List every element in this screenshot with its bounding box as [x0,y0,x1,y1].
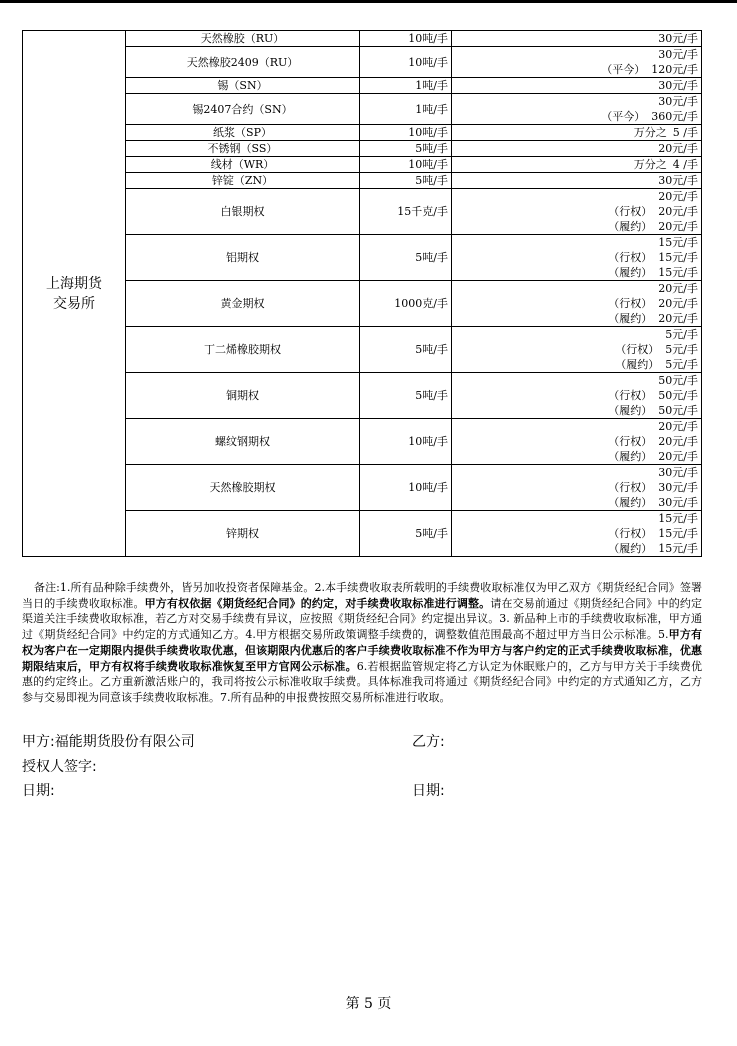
fee-value: 20元/手 [658,205,698,218]
fee-line [455,541,698,556]
product-cell: 锡2407合约（SN） [126,94,360,125]
unit-cell: 10吨/手 [360,47,452,78]
party-b-date-label: 日期: [412,783,445,799]
unit-cell: 10吨/手 [360,125,452,141]
product-cell: 白银期权 [126,189,360,235]
fee-cell [452,235,702,281]
unit-cell: 1000克/手 [360,281,452,327]
fee-line [455,526,698,541]
unit-cell: 10吨/手 [360,157,452,173]
fee-value: 30元/手 [658,95,698,108]
fee-value: 30元/手 [658,32,698,45]
fee-line [455,157,698,172]
product-cell: 天然橡胶（RU） [126,31,360,47]
fee-line [455,449,698,464]
unit-cell: 5吨/手 [360,373,452,419]
fee-cell [452,373,702,419]
page-number: 第 5 页 [345,996,392,1012]
fee-cell [452,94,702,125]
fee-prefix: （行权） [608,435,653,448]
party-a-label: 甲方:福能期货股份有限公司 [22,734,195,750]
fee-value: 15元/手 [658,251,698,264]
note-segment: 请在交易前通过《期货经纪合同》中的约定渠道关注手续费收取标准，若乙方对交易手续费有异议，应按照《期货经纪合同》约定提出异议。3. 新品种上市的手续费收取标准，甲方通过《期货经纪合同》中约定的方式通知乙方。4.甲方根据交易所政策调整手续费的，调整数值范围最高不超过甲方当日公示标准。5. [22,596,703,642]
fee-value: 15元/手 [658,542,698,555]
fee-prefix: （平今） [601,63,646,76]
fee-line [455,403,698,418]
product-cell: 纸浆（SP） [126,125,360,141]
fee-line [455,204,698,219]
fee-value: 30元/手 [658,481,698,494]
fee-value: 30元/手 [658,496,698,509]
fee-value: 5元/手 [665,328,698,341]
fee-cell [452,78,702,94]
fee-prefix: （行权） [608,205,653,218]
fee-value: 30元/手 [658,48,698,61]
fee-value: 50元/手 [658,404,698,417]
product-cell: 铝期权 [126,235,360,281]
fee-prefix: （履约） [608,496,653,509]
fee-cell [452,327,702,373]
fee-prefix: （履约） [608,450,653,463]
fee-line [455,94,698,109]
unit-cell: 5吨/手 [360,141,452,157]
fee-value: 4 /手 [672,158,698,171]
product-cell: 锌期权 [126,511,360,557]
fee-line [455,480,698,495]
fee-line [455,189,698,204]
product-cell: 不锈钢（SS） [126,141,360,157]
fee-line [455,342,698,357]
fee-line [455,235,698,250]
fee-value: 50元/手 [658,374,698,387]
fee-prefix: （行权） [608,527,653,540]
fee-value: 30元/手 [658,174,698,187]
fee-value: 20元/手 [658,312,698,325]
product-cell: 天然橡胶2409（RU） [126,47,360,78]
unit-cell: 5吨/手 [360,511,452,557]
top-rule [0,0,737,3]
fee-prefix: （履约） [608,404,653,417]
fee-cell [452,157,702,173]
fee-value: 20元/手 [658,420,698,433]
unit-cell: 10吨/手 [360,419,452,465]
product-cell: 铜期权 [126,373,360,419]
fee-cell [452,141,702,157]
fee-line [455,296,698,311]
fee-value: 20元/手 [658,435,698,448]
fee-line [455,511,698,526]
fee-prefix: （行权） [608,297,653,310]
fee-value: 15元/手 [658,236,698,249]
fee-cell [452,173,702,189]
fee-line [455,219,698,234]
product-cell: 丁二烯橡胶期权 [126,327,360,373]
fee-prefix: （履约） [608,220,653,233]
fee-table [22,30,702,557]
fee-line [455,465,698,480]
party-b-label: 乙方: [412,734,445,750]
fee-value: 20元/手 [658,142,698,155]
notes-paragraph [22,580,702,706]
fee-prefix: （行权） [608,389,653,402]
fee-cell [452,47,702,78]
unit-cell: 10吨/手 [360,465,452,511]
fee-cell [452,465,702,511]
fee-cell [452,511,702,557]
fee-line [455,141,698,156]
fee-value: 120元/手 [651,63,698,76]
fee-prefix: 万分之 [633,158,667,171]
product-cell: 锌锭（ZN） [126,173,360,189]
fee-line [455,434,698,449]
fee-line [455,250,698,265]
unit-cell: 1吨/手 [360,94,452,125]
fee-value: 5元/手 [665,343,698,356]
fee-line [455,373,698,388]
fee-prefix: （履约） [608,312,653,325]
fee-cell [452,419,702,465]
fee-value: 360元/手 [651,110,698,123]
fee-value: 15元/手 [658,266,698,279]
fee-prefix: （履约） [608,266,653,279]
fee-line [455,109,698,124]
product-cell: 天然橡胶期权 [126,465,360,511]
note-bold-segment: 甲方有权为客户在一定期限内提供手续费收取优惠，但该期限内优惠后的客户手续费收取标准不作为甲方与客户约定的正式手续费收取标准，优惠期限结束后，甲方有权将手续费收取标准恢复至甲方官网公示标准。 [22,628,703,673]
fee-cell [452,31,702,47]
fee-prefix: 万分之 [633,126,667,139]
unit-cell: 10吨/手 [360,31,452,47]
fee-value: 20元/手 [658,220,698,233]
fee-line [455,173,698,188]
fee-line [455,419,698,434]
fee-value: 20元/手 [658,450,698,463]
fee-cell [452,281,702,327]
fee-value: 50元/手 [658,389,698,402]
product-cell: 黄金期权 [126,281,360,327]
fee-prefix: （行权） [615,343,660,356]
note-segment: 备注:1.所有品种除手续费外，皆另加收投资者保障基金。2.本手续费收取表所载明的手续费收取标准仅为甲乙双方《期货经纪合同》签署当日的手续费收取标准。 [22,581,702,610]
note-bold-segment: 甲方有权依据《期货经纪合同》的约定，对手续费收取标准进行调整。 [144,596,491,610]
fee-table-body [23,31,702,557]
product-cell: 锡（SN） [126,78,360,94]
fee-prefix: （行权） [608,481,653,494]
fee-line [455,495,698,510]
fee-line [455,281,698,296]
unit-cell: 15千克/手 [360,189,452,235]
fee-value: 5元/手 [665,358,698,371]
fee-value: 20元/手 [658,282,698,295]
unit-cell: 5吨/手 [360,173,452,189]
exchange-cell: 上海期货 交易所 [23,31,126,557]
fee-prefix: （行权） [608,251,653,264]
fee-value: 5 /手 [672,126,698,139]
unit-cell: 5吨/手 [360,235,452,281]
fee-line [455,62,698,77]
authorized-signature-label: 授权人签字: [22,759,97,775]
fee-value: 15元/手 [658,512,698,525]
fee-line [455,125,698,140]
product-cell: 螺纹钢期权 [126,419,360,465]
party-a-date-label: 日期: [22,783,55,799]
fee-line [455,357,698,372]
fee-line [455,311,698,326]
fee-line [455,78,698,93]
fee-value: 20元/手 [658,190,698,203]
fee-line [455,327,698,342]
unit-cell: 5吨/手 [360,327,452,373]
note-segment: 6.若根据监管规定将乙方认定为休眠账户的，乙方与甲方关于手续费优惠的约定终止。乙方重新激活账户的，我司将按公示标准收取手续费。具体标准我司将通过《期货经纪合同》中约定的方式通知乙方，乙方参与交易即视为同意该手续费收取标准。7.所有品种的申报费按照交易所标准进行收取。 [22,659,702,704]
fee-value: 15元/手 [658,527,698,540]
fee-value: 20元/手 [658,297,698,310]
fee-line [455,265,698,280]
fee-line [455,47,698,62]
fee-prefix: （履约） [608,542,653,555]
table-row [23,31,702,47]
fee-line [455,31,698,46]
fee-value: 30元/手 [658,79,698,92]
fee-prefix: （平今） [601,110,646,123]
unit-cell: 1吨/手 [360,78,452,94]
fee-prefix: （履约） [615,358,660,371]
fee-cell [452,125,702,141]
product-cell: 线材（WR） [126,157,360,173]
fee-cell [452,189,702,235]
fee-line [455,388,698,403]
fee-value: 30元/手 [658,466,698,479]
